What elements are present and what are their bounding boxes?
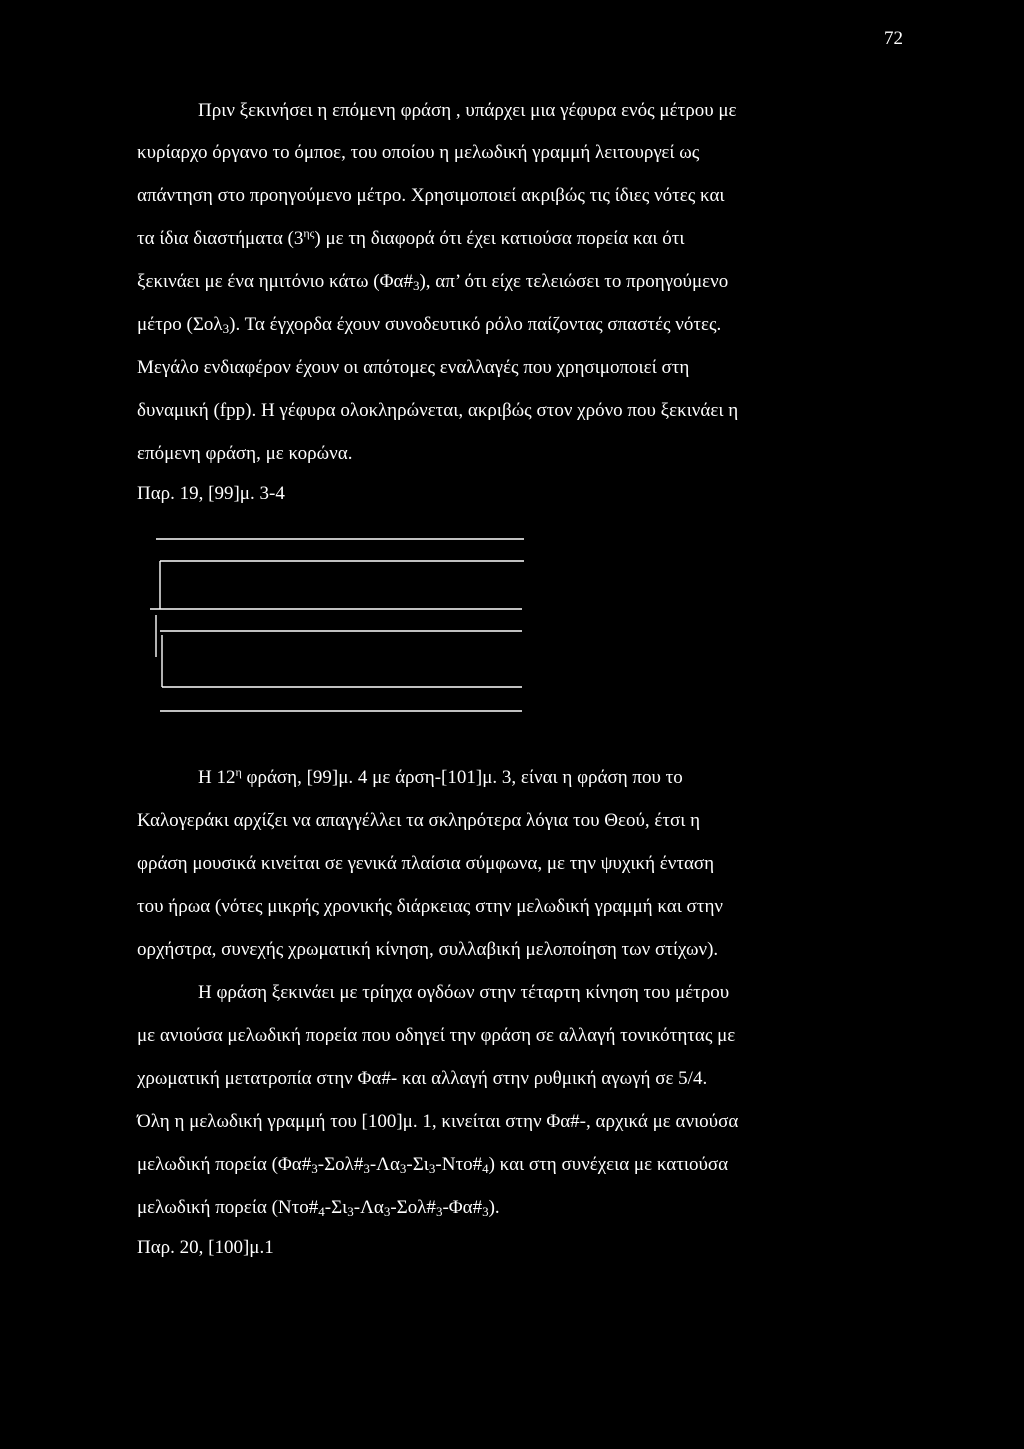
- text-run: Παρ. 19, [99]μ. 3-4: [137, 483, 285, 504]
- text-run: χρωματική μετατροπία στην Φα#- και αλλαγή στην ρυθμική αγωγή σε 5/4.: [137, 1068, 708, 1089]
- text-line: [137, 895, 723, 919]
- text-run: επόμενη φράση, με κορώνα.: [137, 443, 353, 464]
- text-run: φράση μουσικά κινείται σε γενικά πλαίσια σύμφωνα, με την ψυχική ένταση: [137, 853, 715, 874]
- text-line: [137, 141, 699, 165]
- subscript: 4: [318, 1204, 325, 1219]
- text-line: [137, 1067, 707, 1091]
- text-run: δυναμική (fpp). Η γέφυρα ολοκληρώνεται, ακριβώς στον χρόνο που ξεκινάει η: [137, 400, 739, 421]
- text-run: ξεκινάει με ένα ημιτόνιο κάτω (Φα#: [137, 271, 413, 292]
- text-run: απάντηση στο προηγούμενο μέτρο. Χρησιμοποιεί ακριβώς τις ίδιες νότες και: [137, 185, 725, 206]
- subscript: 3: [311, 1161, 318, 1176]
- subscript: 4: [482, 1161, 489, 1176]
- subscript: 3: [222, 321, 230, 336]
- text-run: μέτρο (Σολ: [137, 314, 223, 335]
- superscript: ης: [303, 226, 315, 240]
- text-line: [137, 1153, 728, 1177]
- text-line: [137, 482, 285, 506]
- subscript: 3: [363, 1161, 370, 1176]
- text-run: τα ίδια διαστήματα (3: [137, 228, 304, 249]
- text-line: [137, 270, 728, 294]
- text-run: ).: [488, 1197, 500, 1218]
- text-run: Η φράση ξεκινάει με τρίηχα ογδόων στην τέταρτη κίνηση του μέτρου: [198, 982, 730, 1003]
- text-run: -Φα#: [442, 1197, 483, 1218]
- subscript: 3: [412, 278, 420, 293]
- text-line: [137, 938, 718, 962]
- text-line: [137, 399, 738, 423]
- text-run: ορχήστρα, συνεχής χρωματική κίνηση, συλλαβική μελοποίηση των στίχων).: [137, 939, 719, 960]
- text-line: [137, 1196, 500, 1220]
- text-line: [198, 99, 737, 123]
- text-line: [137, 852, 714, 876]
- superscript: η: [235, 765, 242, 779]
- text-run: ) και στη συνέχεια με κατιούσα: [488, 1154, 729, 1175]
- text-run: φράση, [99]μ. 4 με άρση-[101]μ. 3, είναι η φράση που το: [241, 767, 683, 788]
- text-run: Μεγάλο ενδιαφέρον έχουν οι απότομες εναλλαγές που χρησιμοποιεί στη: [137, 357, 690, 378]
- text-line: [137, 442, 352, 466]
- text-run: ) με τη διαφορά ότι έχει κατιούσα πορεία και ότι: [314, 228, 685, 249]
- subscript: 3: [428, 1161, 436, 1176]
- text-run: Η 12: [198, 767, 236, 788]
- text-line: [137, 809, 700, 833]
- text-run: -Ντο#: [435, 1154, 483, 1175]
- text-run: ), απ’ ότι είχε τελειώσει το προηγούμενο: [419, 271, 729, 292]
- text-line: [137, 313, 721, 337]
- subscript: 3: [482, 1204, 489, 1219]
- subscript: 3: [383, 1204, 391, 1219]
- text-run: με ανιούσα μελωδική πορεία που οδηγεί την φράση σε αλλαγή τονικότητας με: [137, 1025, 736, 1046]
- text-line: [137, 184, 725, 208]
- text-run: -Σολ#: [390, 1197, 436, 1218]
- music-score-excerpt: [150, 535, 530, 720]
- subscript: 3: [399, 1161, 407, 1176]
- text-run: Πριν ξεκινήσει η επόμενη φράση , υπάρχει μια γέφυρα ενός μέτρου με: [198, 100, 737, 121]
- text-line: [137, 227, 684, 251]
- text-run: Καλογεράκι αρχίζει να απαγγέλλει τα σκληρότερα λόγια του Θεού, έτσι η: [137, 810, 701, 831]
- text-run: μελωδική πορεία (Φα#: [137, 1154, 312, 1175]
- text-run: Παρ. 20, [100]μ.1: [137, 1237, 274, 1258]
- page-number: 72: [884, 28, 903, 49]
- text-run: του ήρωα (νότες μικρής χρονικής διάρκειας στην μελωδική γραμμή και στην: [137, 896, 723, 917]
- text-line: [198, 766, 683, 790]
- text-run: Όλη η μελωδική γραμμή του [100]μ. 1, κινείται στην Φα#-, αρχικά με ανιούσα: [137, 1111, 739, 1132]
- text-run: -Σι: [324, 1197, 348, 1218]
- subscript: 3: [347, 1204, 354, 1219]
- text-line: [137, 356, 689, 380]
- text-run: -Σολ#: [317, 1154, 364, 1175]
- text-line: [137, 1024, 735, 1048]
- text-line: [137, 1110, 738, 1134]
- text-run: κυρίαρχο όργανο το όμποε, του οποίου η μελωδική γραμμή λειτουργεί ως: [137, 142, 700, 163]
- text-run: -Λα: [369, 1154, 400, 1175]
- subscript: 3: [435, 1204, 443, 1219]
- text-run: -Λα: [353, 1197, 384, 1218]
- text-line: [198, 981, 729, 1005]
- text-run: μελωδική πορεία (Ντο#: [137, 1197, 319, 1218]
- text-line: [137, 1236, 274, 1260]
- text-run: ). Τα έγχορδα έχουν συνοδευτικό ρόλο παίζοντας σπαστές νότες.: [229, 314, 722, 335]
- text-run: -Σι: [406, 1154, 429, 1175]
